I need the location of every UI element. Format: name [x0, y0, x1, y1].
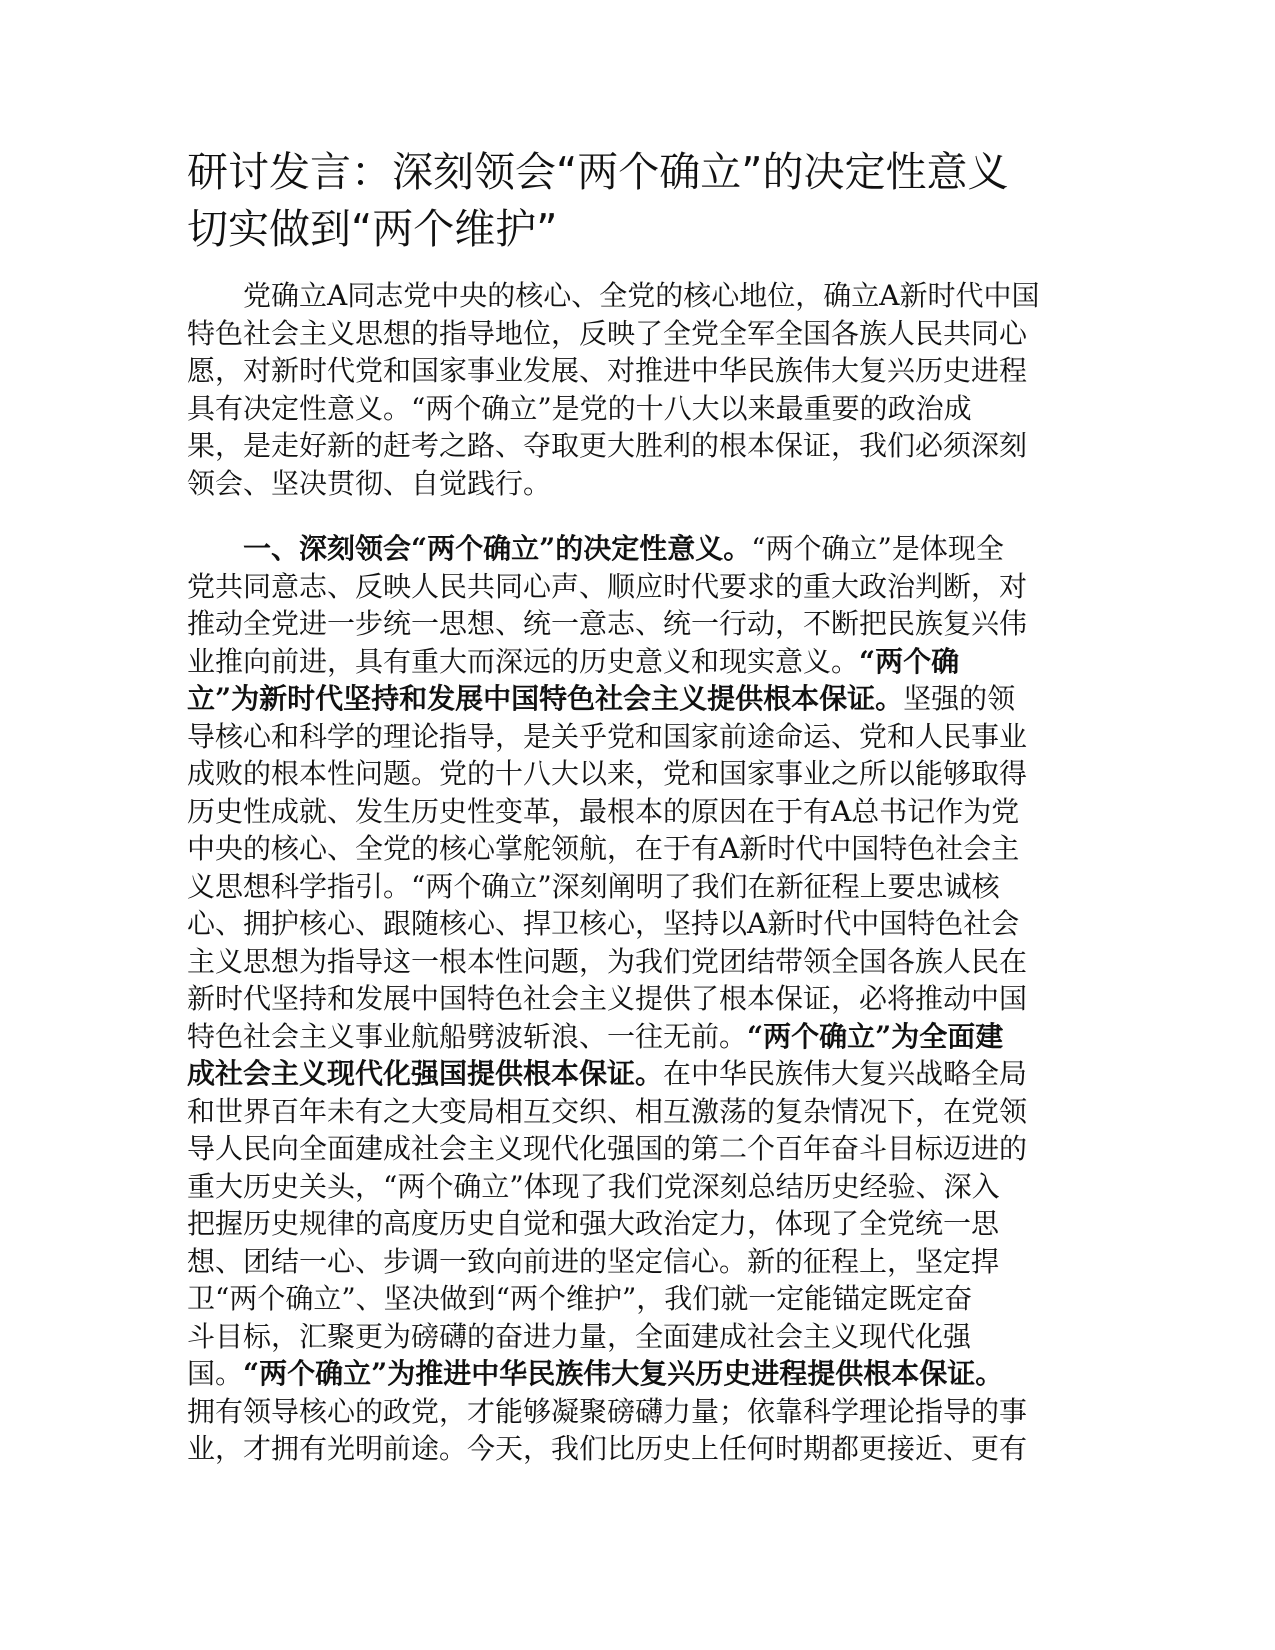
text-line: 想、团结一心、步调一致向前进的坚定信心。新的征程上，坚定捍 — [187, 1244, 1000, 1278]
text-line: 导人民向全面建成社会主义现代化强国的第二个百年奋斗目标迈进的 — [187, 1132, 1028, 1165]
text-line: 领会、坚决贯彻、自觉践行。 — [187, 466, 552, 500]
document-body — [187, 277, 1087, 1468]
section-heading: 一、深刻领会“两个确立”的决定性意义。 — [187, 532, 752, 565]
bold-subpoint: 成社会主义现代化强国提供根本保证。 — [187, 1057, 664, 1090]
text-line — [187, 1055, 1087, 1093]
text-line: 把握历史规律的高度历史自觉和强大政治定力，体现了全党统一思 — [187, 1207, 1000, 1240]
text-line: 和世界百年未有之大变局相互交织、相互激荡的复杂情况下，在党领 — [187, 1094, 1028, 1128]
text-line: 业，才拥有光明前途。今天，我们比历史上任何时期都更接近、更有 — [187, 1432, 1028, 1465]
text-line: 中央的核心、全党的核心掌舵领航，在于有A新时代中国特色社会主 — [187, 832, 1020, 865]
text-line — [187, 1018, 1087, 1056]
text-run: 在中华民族伟大复兴战略全局 — [663, 1057, 1028, 1090]
text-run: 坚强的领 — [903, 682, 1016, 715]
title-line-1: 研讨发言：深刻领会“两个确立”的决定性意义 — [187, 148, 1009, 196]
text-line: 拥有领导核心的政党，才能够凝聚磅礴力量；依靠科学理论指导的事 — [187, 1394, 1028, 1428]
title-line-2: 切实做到“两个维护” — [187, 205, 558, 253]
text-line — [187, 530, 1087, 568]
document-title — [187, 144, 1087, 258]
text-run: “两个确立”是体现全 — [751, 532, 1004, 565]
text-line: 斗目标，汇聚更为磅礴的奋进力量，全面建成社会主义现代化强 — [187, 1319, 972, 1353]
text-line: 具有决定性意义。“两个确立”是党的十八大以来最重要的政治成 — [187, 391, 972, 425]
text-line: 历史性成就、发生历史性变革，最根本的原因在于有A总书记作为党 — [187, 794, 1020, 828]
text-line: 愿，对新时代党和国家事业发展、对推进中华民族伟大复兴历史进程 — [187, 354, 1028, 387]
text-line: 主义思想为指导这一根本性问题，为我们党团结带领全国各族人民在 — [187, 944, 1028, 978]
text-line: 心、拥护核心、跟随核心、捍卫核心，坚持以A新时代中国特色社会 — [187, 907, 1020, 940]
bold-subpoint: “两个确 — [859, 644, 960, 678]
text-line: 重大历史关头，“两个确立”体现了我们党深刻总结历史经验、深入 — [187, 1169, 1000, 1203]
text-line: 推动全党进一步统一思想、统一意志、统一行动，不断把民族复兴伟 — [187, 607, 1028, 640]
bold-subpoint: “两个确立”为全面建 — [747, 1019, 1004, 1053]
paragraph-gap — [187, 502, 1087, 530]
text-line: 特色社会主义思想的指导地位，反映了全党全军全国各族人民共同心 — [187, 316, 1028, 350]
paragraph-2 — [187, 530, 1087, 1468]
text-line: 果，是走好新的赶考之路、夺取更大胜利的根本保证，我们必须深刻 — [187, 429, 1028, 462]
bold-subpoint: “两个确立”为推进中华民族伟大复兴历史进程提供根本保证。 — [243, 1357, 1004, 1390]
bold-subpoint: 立”为新时代坚持和发展中国特色社会主义提供根本保证。 — [187, 682, 904, 715]
text-line: 义思想科学指引。“两个确立”深刻阐明了我们在新征程上要忠诚核 — [187, 869, 1000, 903]
text-line: 党确立A同志党中央的核心、全党的核心地位，确立A新时代中国 — [187, 279, 1040, 312]
paragraph-1 — [187, 277, 1087, 502]
text-run: 业推向前进，具有重大而深远的历史意义和现实意义。 — [187, 644, 860, 678]
text-line — [187, 1355, 1087, 1393]
text-line — [187, 680, 1087, 718]
text-line: 新时代坚持和发展中国特色社会主义提供了根本保证，必将推动中国 — [187, 982, 1028, 1015]
text-line: 卫“两个确立”、坚决做到“两个维护”，我们就一定能锚定既定奋 — [187, 1282, 973, 1315]
text-line — [187, 643, 1087, 681]
text-line: 成败的根本性问题。党的十八大以来，党和国家事业之所以能够取得 — [187, 757, 1028, 790]
text-run: 国。 — [187, 1357, 244, 1390]
text-run: 特色社会主义事业航船劈波斩浪、一往无前。 — [187, 1019, 748, 1053]
text-line: 党共同意志、反映人民共同心声、顺应时代要求的重大政治判断，对 — [187, 569, 1028, 603]
text-line: 导核心和科学的理论指导，是关乎党和国家前途命运、党和人民事业 — [187, 719, 1028, 753]
